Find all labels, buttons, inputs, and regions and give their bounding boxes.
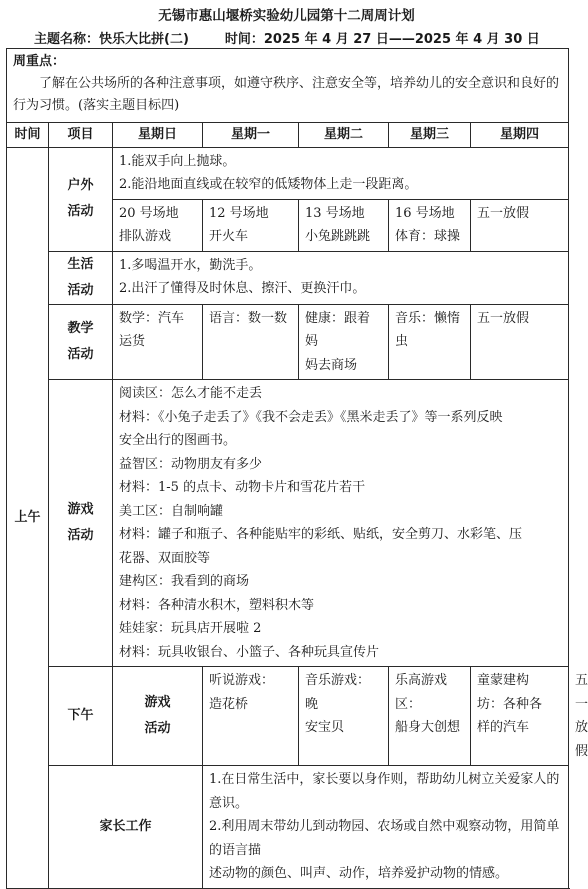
header-row <box>7 123 569 148</box>
header-monday: 星期一 <box>203 123 299 148</box>
game-activity-content <box>113 380 569 667</box>
focus-label: 周重点： <box>13 54 66 69</box>
teaching-wednesday: 音乐：懒惰 虫 <box>389 304 471 380</box>
game-line: 材料：各种清水积木，塑料积木等 <box>119 597 315 613</box>
afternoon-wednesday: 童蒙建构 坊：各种各 样的汽车 <box>471 667 569 766</box>
teaching-activity-label: 教学 活动 <box>49 304 113 380</box>
outdoor-wednesday: 16 号场地 体育：球操 <box>389 199 471 251</box>
parents-work-content <box>203 766 569 889</box>
life-item-1: 1.多喝温开水，勤洗手。 <box>119 257 262 273</box>
game-activity-row <box>7 380 569 667</box>
teaching-activity-row <box>7 304 569 380</box>
teaching-monday: 语言：数一数 <box>203 304 299 380</box>
parents-item-1: 1.在日常生活中，家长要以身作则，帮助幼儿树立关爱家人的意识。 <box>209 772 560 811</box>
game-line: 花器、双面胶等 <box>119 550 211 566</box>
life-activity-row <box>7 251 569 304</box>
header-tuesday: 星期二 <box>299 123 389 148</box>
parents-item-2: 2.利用周末带幼儿到动物园、农场或自然中观察动物，用简单的语言描 <box>209 819 560 858</box>
afternoon-sunday: 听说游戏： 造花桥 <box>203 667 299 766</box>
game-line: 材料：1-5 的点卡、动物卡片和雪花片若干 <box>119 480 366 495</box>
parents-item-2-cont: 述动物的颜色、叫声、动作，培养爱护动物的情感。 <box>209 866 509 881</box>
game-line: 美工区：自制响罐 <box>119 503 224 519</box>
period-afternoon: 下午 <box>49 667 113 766</box>
focus-text: 了解在公共场所的各种注意事项，如遵守秩序、注意安全等，培养幼儿的安全意识和良好的行为习惯。(落实主题目标四) <box>13 76 560 113</box>
game-line: 材料：玩具收银台、小篮子、各种玩具宣传片 <box>119 644 380 660</box>
parents-work-row <box>7 766 569 889</box>
subtitle <box>34 28 540 47</box>
game-activity-label: 游戏 活动 <box>49 380 113 667</box>
game-line: 建构区：我看到的商场 <box>119 574 250 589</box>
game-line: 娃娃家：玩具店开展啦 2 <box>119 621 262 636</box>
game-line: 材料：罐子和瓶子、各种能贴牢的彩纸、贴纸，安全剪刀、水彩笔、压 <box>119 527 523 542</box>
outdoor-goals <box>113 147 569 199</box>
outdoor-goal-1: 1.能双手向上抛球。 <box>119 153 236 169</box>
page-title: 无锡市惠山堰桥实验幼儿园第十二周周计划 <box>158 8 415 24</box>
afternoon-row: 下午 游戏 活动 听说游戏： 造花桥 音乐游戏：晚 安宝贝 乐高游戏区： 船身大创想 童蒙建构 坊：各种各 样的汽车 五一放假 <box>7 667 569 766</box>
teaching-thursday: 五一放假 <box>471 304 569 380</box>
game-line: 材料：《小兔子走丢了》《我不会走丢》《黑米走丢了》等一系列反映 <box>119 409 503 425</box>
header-time: 时间 <box>7 123 49 148</box>
parents-work-label: 家长工作 <box>49 766 203 889</box>
outdoor-activity-label: 户外 活动 <box>49 147 113 251</box>
weekly-focus-cell <box>7 49 569 123</box>
teaching-sunday: 数学：汽车 运货 <box>113 304 203 380</box>
header-wednesday: 星期三 <box>389 123 471 148</box>
date-range: 时间：2025 年 4 月 27 日——2025 年 4 月 30 日 <box>224 32 540 47</box>
game-line: 益智区：动物朋友有多少 <box>119 456 263 472</box>
afternoon-monday: 音乐游戏：晚 安宝贝 <box>299 667 389 766</box>
theme-name: 主题名称：快乐大比拼(二) <box>34 32 189 47</box>
life-activity-label: 生活 活动 <box>49 251 113 304</box>
game-line: 阅读区：怎么才能不走丢 <box>119 386 263 401</box>
outdoor-goals-row <box>7 147 569 199</box>
header-item: 项目 <box>49 123 113 148</box>
outdoor-goal-2: 2.能沿地面直线或在较窄的低矮物体上走一段距离。 <box>119 177 418 192</box>
life-item-2: 2.出汗了懂得及时休息、擦汗、更换汗巾。 <box>119 281 366 296</box>
afternoon-game-label: 游戏 活动 <box>113 667 203 766</box>
outdoor-tuesday: 13 号场地 小兔跳跳跳 <box>299 199 389 251</box>
outdoor-sunday: 20 号场地 排队游戏 <box>113 199 203 251</box>
outdoor-monday: 12 号场地 开火车 <box>203 199 299 251</box>
outdoor-thursday: 五一放假 <box>471 199 569 251</box>
weekly-plan-table <box>6 48 588 889</box>
afternoon-tuesday: 乐高游戏区： 船身大创想 <box>389 667 471 766</box>
focus-row <box>7 49 569 123</box>
header-sunday: 星期日 <box>113 123 203 148</box>
life-activity-content <box>113 251 569 304</box>
period-morning: 上午 <box>7 147 49 888</box>
game-line: 安全出行的图画书。 <box>119 433 237 448</box>
teaching-tuesday: 健康：跟着妈 妈去商场 <box>299 304 389 380</box>
header-thursday: 星期四 <box>471 123 569 148</box>
